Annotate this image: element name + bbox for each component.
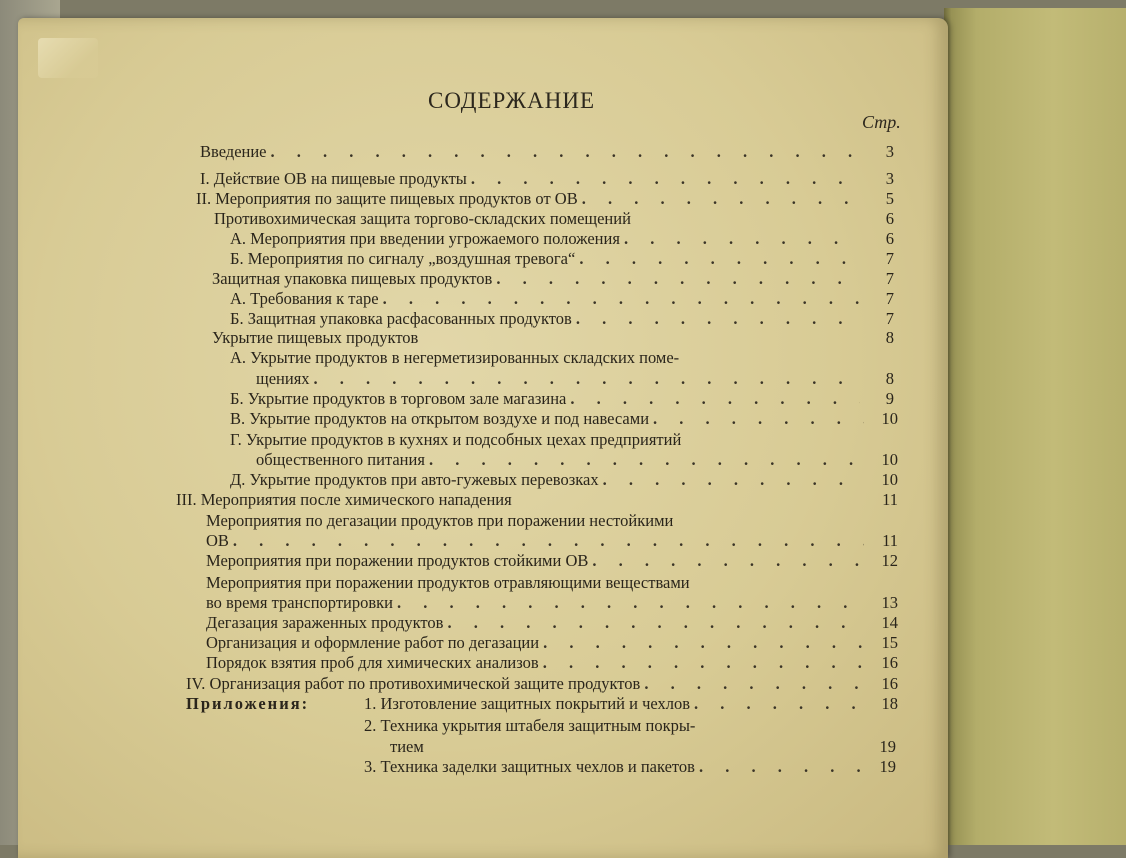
- toc-entry-page: 9: [885, 389, 894, 408]
- toc-entry-page: 19: [879, 737, 896, 756]
- dot-leader: [624, 229, 860, 249]
- toc-entry-label: Д. Укрытие продуктов при авто-гужевых перевозках: [230, 470, 599, 489]
- toc-entry-page: 18: [881, 694, 898, 713]
- appendices-heading: Приложения:: [186, 694, 310, 713]
- toc-entry-label: Противохимическая защита торгово-складских помещений: [214, 209, 631, 228]
- dot-leader: [233, 531, 864, 551]
- toc-entry-label: во время транспортировки: [206, 593, 394, 612]
- dot-leader: [603, 470, 864, 490]
- toc-entry-page: 5: [885, 189, 894, 208]
- toc-title: СОДЕРЖАНИЕ: [428, 88, 596, 113]
- toc-entry-label: Дегазация зараженных продуктов: [206, 613, 444, 632]
- toc-entry-label: I. Действие ОВ на пищевые продукты: [200, 169, 467, 188]
- toc-entry-label: IV. Организация работ по противохимической защите продуктов: [186, 674, 641, 693]
- toc-entry: [200, 142, 894, 162]
- page-column-header: Стр.: [862, 112, 901, 132]
- toc-entry-label: общественного питания: [256, 450, 425, 469]
- toc-entry-label: Введение: [200, 142, 267, 161]
- toc-entry: [256, 450, 898, 470]
- toc-entry: [230, 389, 894, 409]
- toc-entry-page: 10: [881, 470, 898, 489]
- toc-entry-label: ОВ: [206, 531, 229, 550]
- dot-leader: [429, 450, 864, 470]
- toc-entry: [212, 328, 894, 348]
- toc-entry-label: Организация и оформление работ по дегазации: [206, 633, 540, 652]
- toc-entry-label: 3. Техника заделки защитных чехлов и пакетов: [364, 757, 695, 776]
- dot-leader: [699, 757, 862, 777]
- toc-entry-label: щениях: [256, 369, 310, 388]
- toc-entry-page: 12: [881, 551, 898, 570]
- dot-leader: [543, 633, 864, 653]
- toc-entry-label: В. Укрытие продуктов на открытом воздухе и под навесами: [230, 409, 650, 428]
- toc-entry-page: 11: [882, 490, 898, 509]
- toc-entry-label: 1. Изготовление защитных покрытий и чехлов: [364, 694, 690, 713]
- toc-entry: [206, 551, 898, 571]
- toc-entry-label: А. Мероприятия при введении угрожаемого положения: [230, 229, 620, 248]
- toc-entry-label: Укрытие пищевых продуктов: [212, 328, 419, 347]
- toc-entry-page: 10: [881, 450, 898, 469]
- dot-leader: [592, 551, 864, 571]
- dot-leader: [383, 289, 860, 309]
- toc-entry-page: 10: [881, 409, 898, 428]
- dot-leader: [314, 369, 860, 389]
- toc-entry-page: 7: [885, 269, 894, 288]
- dot-leader: [579, 249, 860, 269]
- toc-entry-page: 15: [881, 633, 898, 652]
- dot-leader: [271, 142, 860, 162]
- toc-entry-label: Г. Укрытие продуктов в кухнях и подсобных цехах предприятий: [230, 430, 682, 449]
- dot-leader: [582, 189, 860, 209]
- toc-entry: [256, 369, 894, 389]
- toc-entry-page: 6: [885, 229, 894, 248]
- toc-entry-page: 7: [885, 289, 894, 308]
- dot-leader: [496, 269, 860, 289]
- toc-entry-page: 6: [885, 209, 894, 228]
- dot-leader: [570, 389, 860, 409]
- toc-entry: [206, 531, 898, 551]
- toc-entry-page: 8: [885, 328, 894, 347]
- toc-entry: [230, 309, 894, 329]
- toc-entry: [212, 269, 894, 289]
- toc-entry-label: Порядок взятия проб для химических анализов: [206, 653, 539, 672]
- toc-entry-page: 3: [885, 142, 894, 161]
- toc-entry: [230, 229, 894, 249]
- dot-leader: [694, 694, 864, 714]
- toc-entry: [364, 757, 896, 777]
- dot-leader: [543, 653, 864, 673]
- dot-leader: [576, 309, 860, 329]
- toc-entry-label: Б. Укрытие продуктов в торговом зале магазина: [230, 389, 567, 408]
- toc-entry-label: II. Мероприятия по защите пищевых продуктов от ОВ: [196, 189, 578, 208]
- toc-entry-page: 11: [882, 531, 898, 550]
- toc-entry-page: 14: [881, 613, 898, 632]
- toc-entry: [196, 189, 894, 209]
- toc-entry: [230, 470, 898, 490]
- toc-entry-page: 7: [885, 309, 894, 328]
- toc-entry-page: 19: [879, 757, 896, 776]
- toc-entry: [230, 289, 894, 309]
- toc-entry: [186, 674, 898, 694]
- toc-entry: [230, 409, 898, 429]
- toc-entry-label: А. Требования к таре: [230, 289, 379, 308]
- toc-entry-page: 16: [881, 674, 898, 693]
- toc-entry: [230, 249, 894, 269]
- toc-entry-label: III. Мероприятия после химического нападения: [176, 490, 512, 509]
- toc-entry-label: Защитная упаковка пищевых продуктов: [212, 269, 493, 288]
- dot-leader: [447, 613, 864, 633]
- dot-leader: [644, 674, 864, 694]
- toc-entry-page: 16: [881, 653, 898, 672]
- dot-leader: [653, 409, 864, 429]
- toc-entry-label: Б. Мероприятия по сигналу „воздушная тревога“: [230, 249, 576, 268]
- toc-entry-page: 8: [885, 369, 894, 388]
- toc-entry: [214, 209, 894, 229]
- toc-entry: [200, 169, 894, 189]
- toc-entry-label: 2. Техника укрытия штабеля защитным покры-: [364, 716, 696, 735]
- toc-entry-label: Мероприятия при поражении продуктов отравляющими веществами: [206, 573, 690, 592]
- toc-entry: [176, 490, 898, 510]
- dot-leader: [397, 593, 864, 613]
- toc-entry: [206, 633, 898, 653]
- toc-entry: [206, 593, 898, 613]
- toc-entry-label: А. Укрытие продуктов в негерметизированных складских поме-: [230, 348, 680, 367]
- toc-entry: [364, 694, 898, 714]
- toc-entry-page: 13: [881, 593, 898, 612]
- toc-entry: [390, 737, 896, 757]
- toc-entry-page: 7: [885, 249, 894, 268]
- toc-entry-label: тием: [390, 737, 424, 756]
- toc-entry-label: Мероприятия по дегазации продуктов при поражении нестойкими: [206, 511, 674, 530]
- dot-leader: [471, 169, 860, 189]
- toc-entry: [206, 653, 898, 673]
- toc-entry: [206, 613, 898, 633]
- toc-entry-page: 3: [885, 169, 894, 188]
- toc-entry-label: Мероприятия при поражении продуктов стойкими ОВ: [206, 551, 589, 570]
- adjacent-page: [944, 8, 1126, 845]
- toc-entry-label: Б. Защитная упаковка расфасованных продуктов: [230, 309, 572, 328]
